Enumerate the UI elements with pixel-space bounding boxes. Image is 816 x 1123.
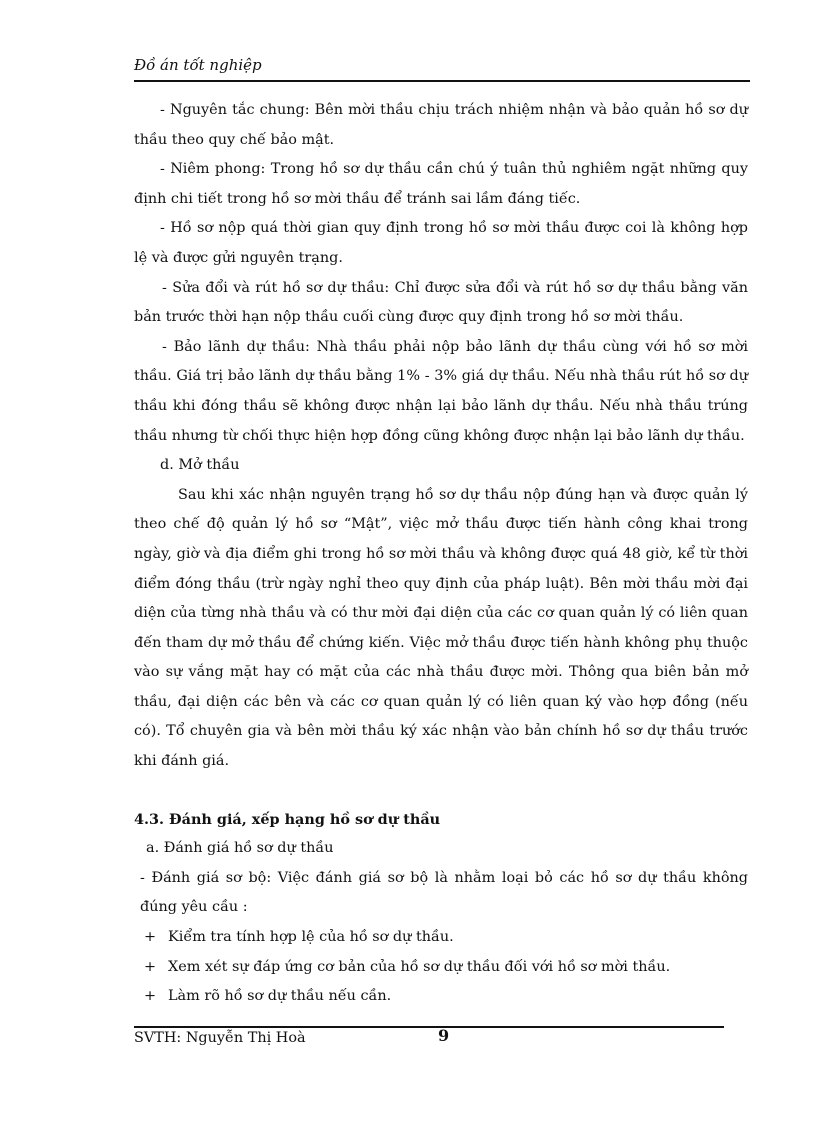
list-item [134,953,748,983]
document-body [134,96,748,1012]
section-heading: 4.3. Đánh giá, xếp hạng hồ sơ dự thầu [134,810,441,828]
paragraph-preliminary-evaluation: - Đánh giá sơ bộ: Việc đánh giá sơ bộ là nhằm loại bỏ các hồ sơ dự thầu không đúng yêu cầu : [140,869,748,916]
bullet-mark: + [144,988,157,1005]
subheading-bid-opening: d. Mở thầu [160,457,240,474]
list-item [134,982,748,1012]
paragraph-bid-opening: Sau khi xác nhận nguyên trạng hồ sơ dự thầu nộp đúng hạn và được quản lý theo chế độ quản lý hồ sơ “Mật”, việc mở thầu được tiến hành công khai trong ngày, giờ và địa điểm ghi trong hồ sơ mời thầu và không được quá 48 giờ, kể từ thời điểm đóng thầu (trừ ngày nghỉ theo quy định của pháp luật). Bên mời thầu mời đại diện của từng nhà thầu và có thư mời đại diện của các cơ quan quản lý có liên quan đến tham dự mở thầu để chứng kiến. Việc mở thầu được tiến hành không phụ thuộc vào sự vắng mặt hay có mặt của các nhà thầu được mời. Thông qua biên bản mở thầu, đại diện các bên và các cơ quan quản lý có liên quan ký vào hợp đồng (nếu có). Tổ chuyên gia và bên mời thầu ký xác nhận vào bản chính hồ sơ dự thầu trước khi đánh giá. [134,486,748,770]
list-item-text: Kiểm tra tính hợp lệ của hồ sơ dự thầu. [168,929,454,946]
list-item-text: Làm rõ hồ sơ dự thầu nếu cần. [168,988,392,1005]
section-subheading: a. Đánh giá hồ sơ dự thầu [146,840,334,857]
paragraph-late-submission: - Hồ sơ nộp quá thời gian quy định trong hồ sơ mời thầu được coi là không hợp lệ và được gửi nguyên trạng. [134,220,748,266]
list-item [134,923,748,953]
paragraph-bid-guarantee: - Bảo lãnh dự thầu: Nhà thầu phải nộp bảo lãnh dự thầu cùng với hồ sơ mời thầu. Giá trị bảo lãnh dự thầu bằng 1% - 3% giá dự thầu. Nếu nhà thầu rút hồ sơ dự thầu khi đóng thầu sẽ không được nhận lại bảo lãnh dự thầu. Nếu nhà thầu trúng thầu nhưng từ chối thực hiện hợp đồng cũng không được nhận lại bảo lãnh dự thầu. [134,338,748,444]
spacer [134,777,748,805]
footer-author: SVTH: Nguyễn Thị Hoà [134,1030,306,1046]
list-item-text: Xem xét sự đáp ứng cơ bản của hồ sơ dự thầu đối với hồ sơ mời thầu. [168,958,671,975]
footer-divider [134,1026,724,1028]
paragraph-sealing: - Niêm phong: Trong hồ sơ dự thầu cần chú ý tuân thủ nghiêm ngặt những quy định chi tiết trong hồ sơ mời thầu để tránh sai lầm đáng tiếc. [134,161,748,207]
header-divider [134,80,750,82]
paragraph-general-principle: - Nguyên tắc chung: Bên mời thầu chịu trách nhiệm nhận và bảo quản hồ sơ dự thầu theo quy chế bảo mật. [134,102,748,148]
paragraph-amend-withdraw: - Sửa đổi và rút hồ sơ dự thầu: Chỉ được sửa đổi và rút hồ sơ dự thầu bằng văn bản trước thời hạn nộp thầu cuối cùng được quy định trong hồ sơ mời thầu. [134,279,748,326]
document-header-title: Đồ án tốt nghiệp [134,56,262,74]
bullet-mark: + [144,958,157,975]
page-number: 9 [438,1026,450,1045]
bullet-mark: + [144,929,157,946]
